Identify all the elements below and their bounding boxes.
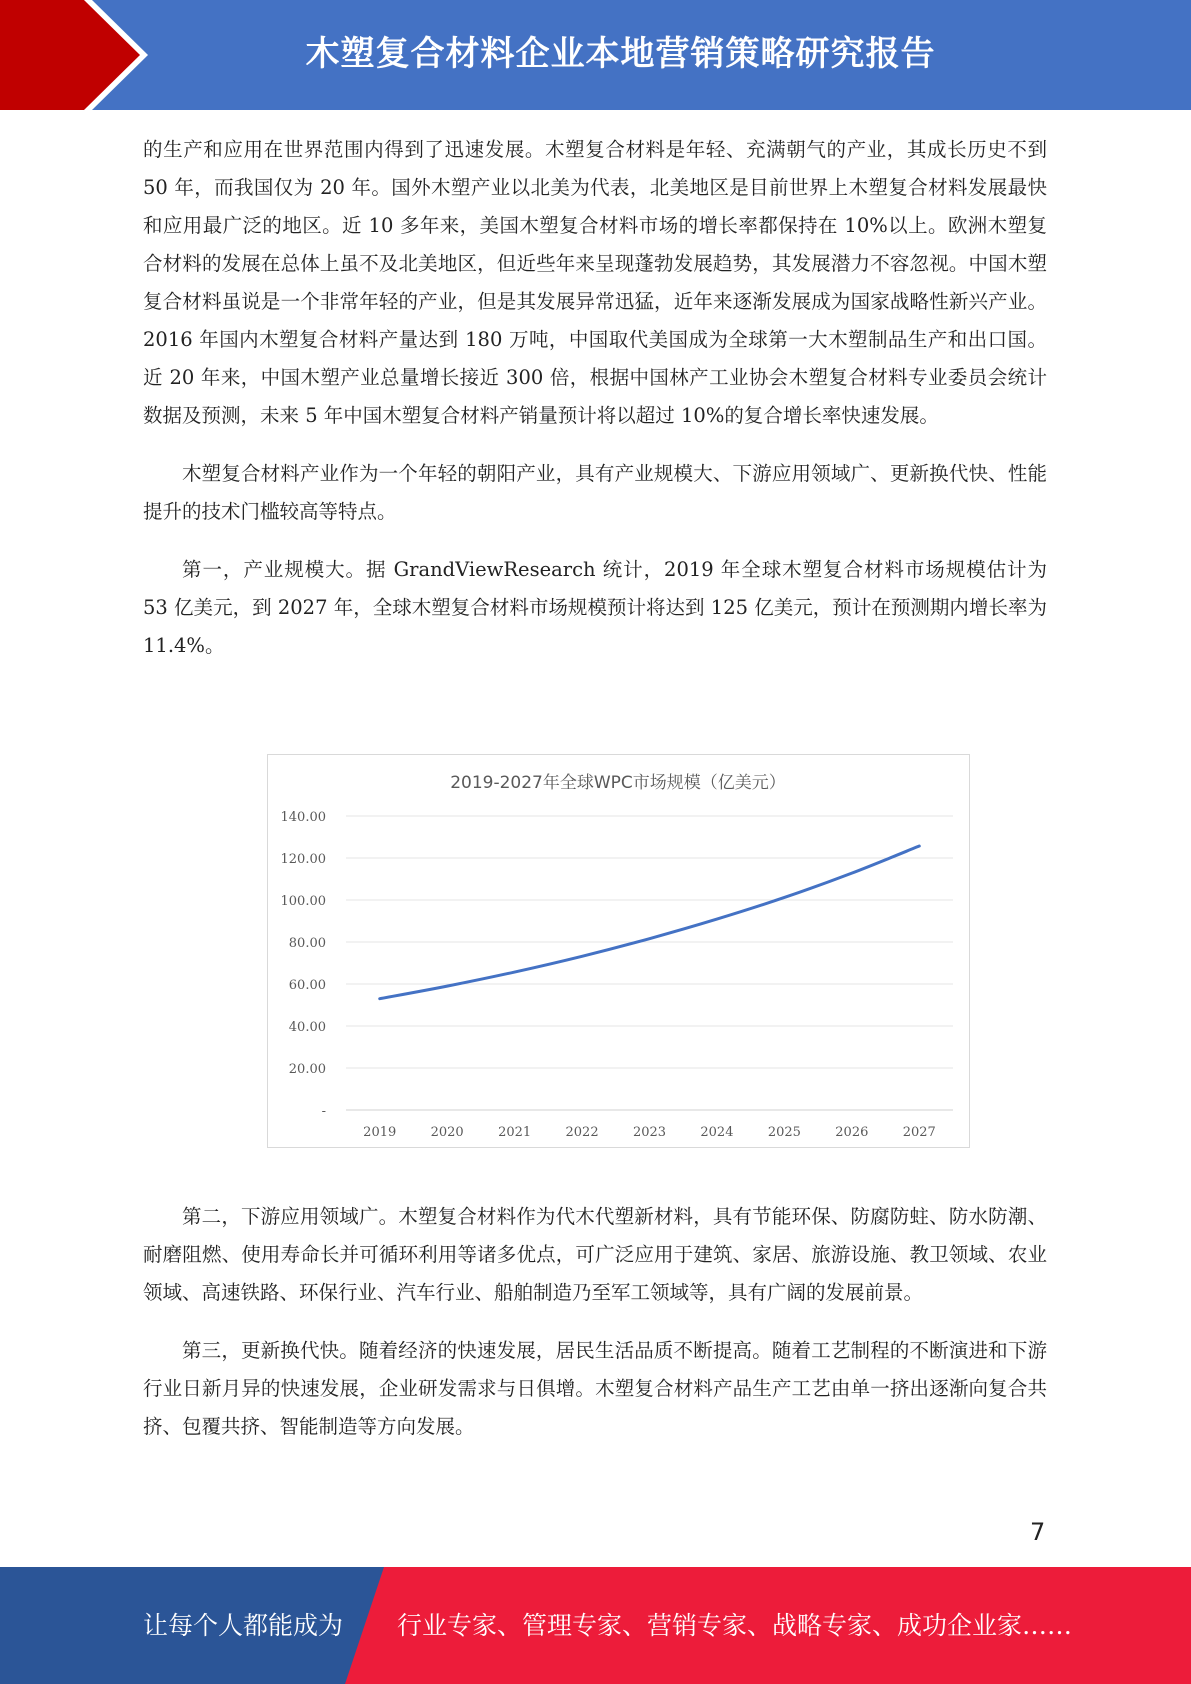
data-point — [784, 897, 785, 898]
header-arrow-decoration — [0, 0, 160, 110]
x-tick-label: 2024 — [700, 1125, 734, 1140]
y-tick-label: 120.00 — [280, 852, 326, 867]
x-tick-label: 2021 — [498, 1125, 532, 1140]
paragraph-4: 第二，下游应用领域广。木塑复合材料作为代木代塑新材料，具有节能环保、防腐防蛀、防水防潮、耐磨阻燃、使用寿命长并可循环利用等诸多优点，可广泛应用于建筑、家居、旅游设施、教卫领域、农业领域、高速铁路、环保行业、汽车行业、船舶制造乃至军工领域等，具有广阔的发展前景。 — [143, 1205, 1047, 1304]
report-title: 木塑复合材料企业本地营销策略研究报告 — [305, 34, 936, 74]
x-tick-label: 2027 — [902, 1125, 936, 1140]
paragraph-5: 第三，更新换代快。随着经济的快速发展，居民生活品质不断提高。随着工艺制程的不断演进和下游行业日新月异的快速发展，企业研发需求与日俱增。木塑复合材料产品生产工艺由单一挤出逐渐向复合共挤、包覆共挤、智能制造等方向发展。 — [143, 1339, 1047, 1438]
page-header — [0, 0, 1191, 110]
series-line — [380, 846, 920, 999]
page-number: 7 — [1030, 1518, 1046, 1546]
x-tick-label: 2022 — [565, 1125, 599, 1140]
chart-title: 2019-2027年全球WPC市场规模（亿美元） — [450, 773, 786, 793]
data-point — [447, 986, 448, 987]
y-tick-label: 60.00 — [288, 978, 326, 993]
paragraph-2: 木塑复合材料产业作为一个年轻的朝阳产业，具有产业规模大、下游应用领域广、更新换代快、性能提升的技术门槛较高等特点。 — [143, 462, 1047, 523]
x-tick-label: 2019 — [363, 1125, 397, 1140]
paragraph-3: 第一，产业规模大。据 GrandViewResearch 统计，2019 年全球木塑复合材料市场规模估计为 53 亿美元，到 2027 年，全球木塑复合材料市场规模预计将达到 125 亿美元，预计在预测期内增长率为 11.4%。 — [143, 558, 1047, 657]
market-size-chart — [267, 754, 970, 1148]
y-tick-label: 100.00 — [280, 894, 326, 909]
footer-slogan-right: 行业专家、管理专家、营销专家、战略专家、成功企业家…… — [397, 1611, 1073, 1640]
y-tick-label: 140.00 — [280, 810, 326, 825]
page-footer — [0, 1567, 1191, 1684]
y-tick-label: 80.00 — [288, 936, 326, 951]
y-tick-label: 40.00 — [288, 1020, 326, 1035]
chart-svg — [268, 755, 969, 1147]
x-tick-label: 2023 — [632, 1125, 667, 1140]
body-text-lower — [143, 1198, 1047, 1466]
y-tick-label: - — [321, 1104, 326, 1119]
footer-slogan-left: 让每个人都能成为 — [143, 1611, 344, 1640]
y-tick-label: 20.00 — [288, 1062, 326, 1077]
x-tick-label: 2020 — [430, 1125, 464, 1140]
x-tick-label: 2026 — [835, 1125, 869, 1140]
body-text-upper — [143, 131, 1047, 685]
paragraph-1: 的生产和应用在世界范围内得到了迅速发展。木塑复合材料是年轻、充满朝气的产业，其成长历史不到 50 年，而我国仅为 20 年。国外木塑产业以北美为代表，北美地区是目前世界上木塑复合材料发展最快和应用最广泛的地区。近 10 多年来，美国木塑复合材料市场的增长率都保持在 10%以上。欧洲木塑复合材料的发展在总体上虽不及北美地区，但近些年来呈现蓬勃发展趋势，其发展潜力不容忽视。中国木塑复合材料虽说是一个非常年轻的产业，但是其发展异常迅猛，近年来逐渐发展成为国家战略性新兴产业。2016 年国内木塑复合材料产量达到 180 万吨，中国取代美国成为全球第一大木塑制品生产和出口国。近 20 年来，中国木塑产业总量增长接近 300 倍，根据中国林产工业协会木塑复合材料专业委员会统计数据及预测，未来 5 年中国木塑复合材料产销量预计将以超过 10%的复合增长率快速发展。 — [143, 138, 1047, 427]
data-point — [716, 919, 717, 920]
data-point — [379, 998, 380, 999]
data-point — [919, 846, 920, 847]
data-point — [582, 956, 583, 957]
data-point — [851, 873, 852, 874]
data-point — [649, 938, 650, 939]
x-tick-label: 2025 — [767, 1125, 801, 1140]
data-point — [514, 972, 515, 973]
